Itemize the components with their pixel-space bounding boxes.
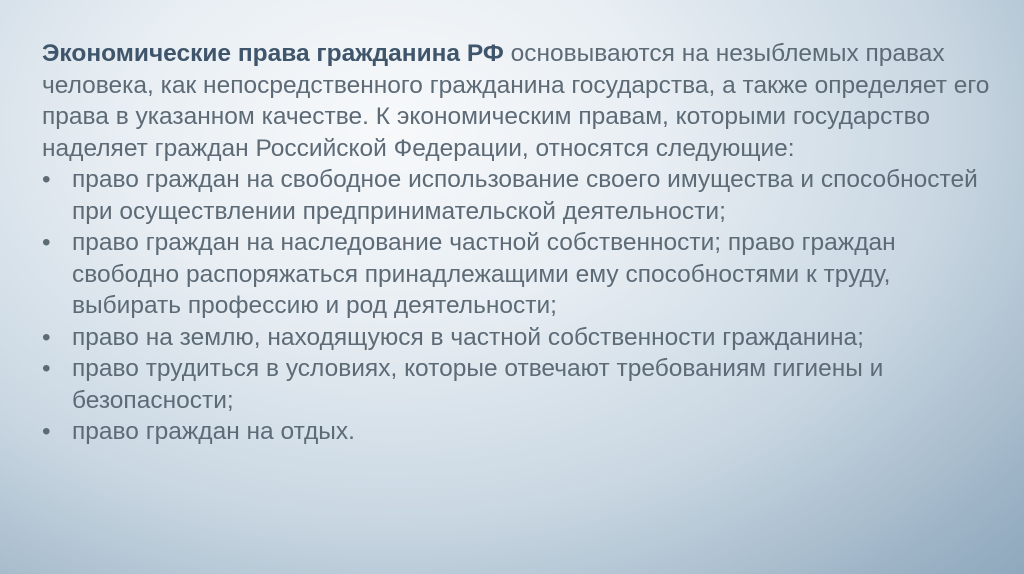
slide-content — [42, 38, 992, 448]
list-item-text: право трудиться в условиях, которые отвечают требованиям гигиены и безопасности; — [72, 355, 884, 414]
list-item-text: право граждан на отдых. — [72, 418, 355, 445]
list-item — [42, 322, 992, 354]
bullet-icon: • — [42, 418, 51, 445]
bullet-icon: • — [42, 229, 51, 256]
list-item — [42, 164, 992, 227]
bullet-icon: • — [42, 166, 51, 193]
list-item — [42, 353, 992, 416]
rights-list — [42, 164, 992, 448]
list-item-text: право на землю, находящуюся в частной собственности гражданина; — [72, 323, 864, 351]
list-item — [42, 416, 992, 448]
bullet-icon: • — [42, 323, 51, 351]
bullet-icon: • — [42, 355, 51, 382]
slide-title: Экономические права гражданина РФ — [42, 40, 504, 67]
list-item — [42, 227, 992, 322]
list-item-text: право граждан на свободное использование своего имущества и способностей при осуществлении предпринимательской деятельности; — [72, 166, 978, 225]
intro-text: основываются на незыблемых правах человека, как непосредственного гражданина государства, а также определяет его права в указанном качестве. К экономическим правам, которыми государство наделяет граждан Российской Федерации, относятся следующие: — [42, 40, 990, 162]
list-item-text: право граждан на наследование частной собственности; право граждан свободно распоряжаться принадлежащими ему способностями к труду, выбирать профессию и род деятельности; — [72, 229, 896, 319]
intro-paragraph — [42, 38, 992, 164]
